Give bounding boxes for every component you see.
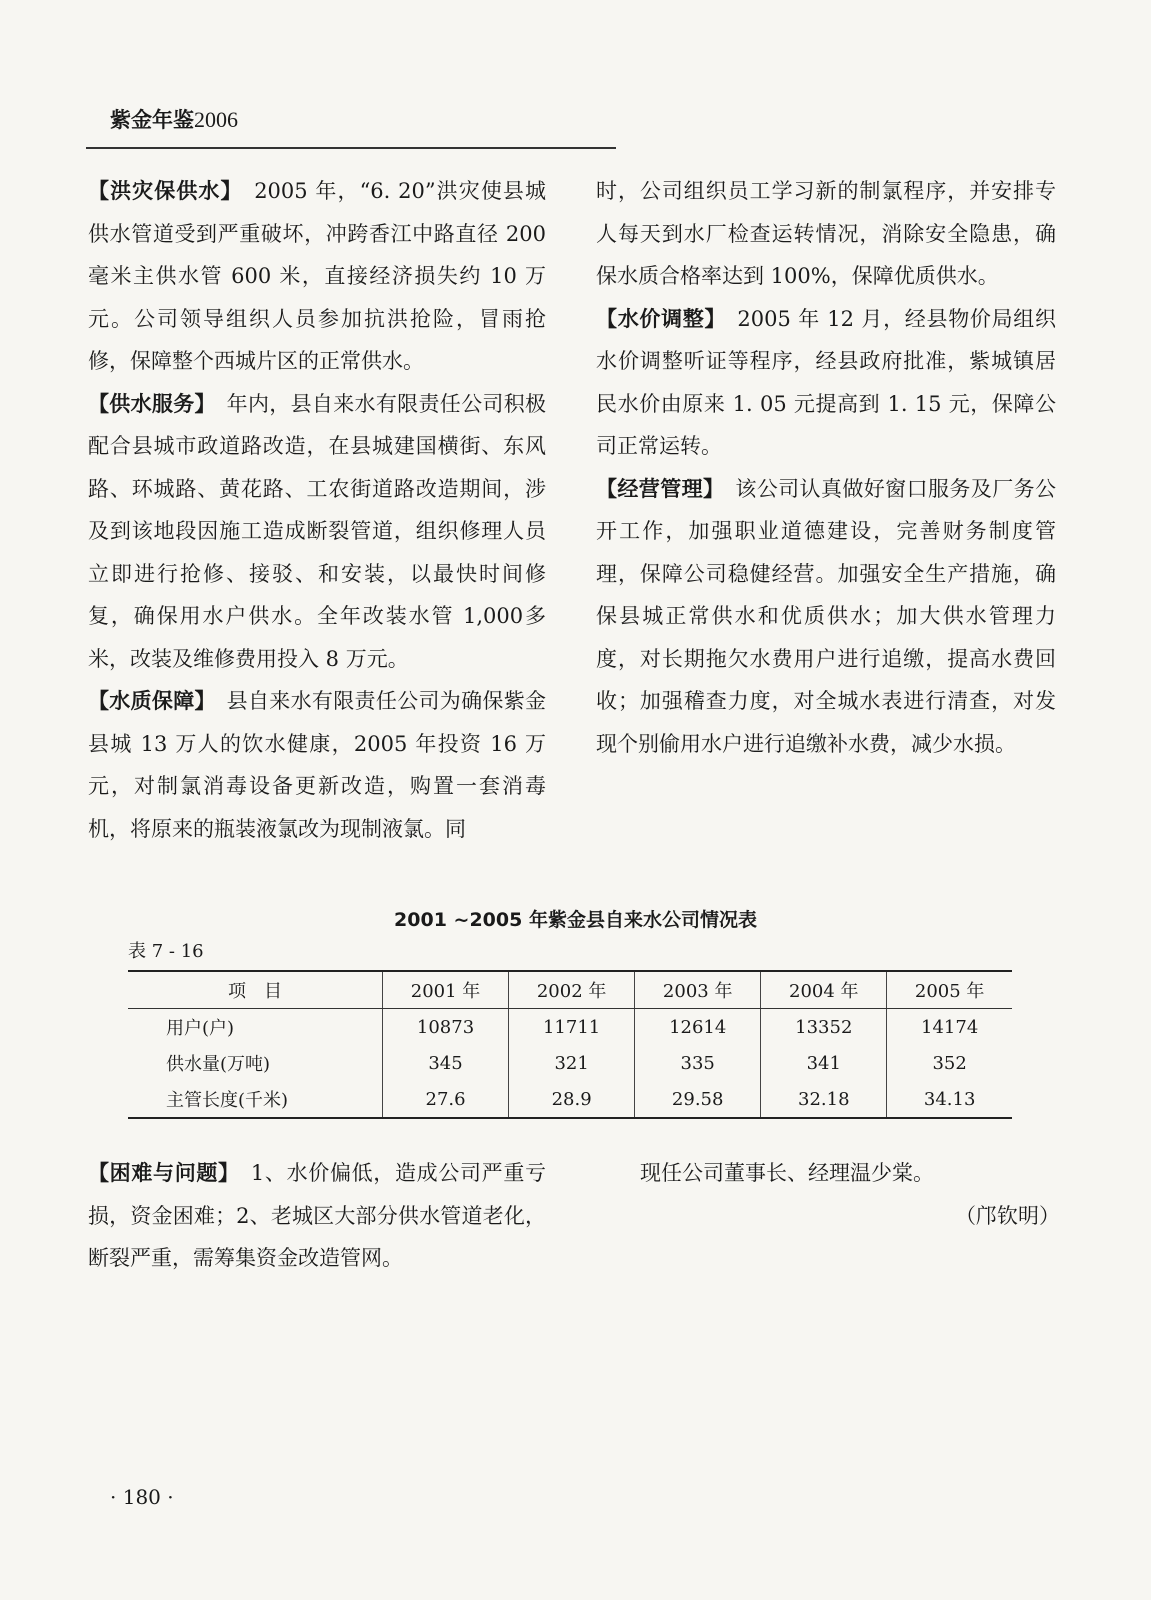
table-cell: 10873 xyxy=(383,1009,509,1046)
keyword: 【洪灾保供水】 xyxy=(88,179,233,203)
table-row xyxy=(128,1081,1012,1118)
table-cell: 352 xyxy=(887,1045,1012,1081)
table-row xyxy=(128,1009,1012,1046)
table-header-row xyxy=(128,971,1012,1009)
table-row xyxy=(128,1045,1012,1081)
page-number: · 180 · xyxy=(110,1485,174,1509)
table-cell: 32.18 xyxy=(761,1081,887,1118)
row-label: 供水量(万吨) xyxy=(166,1054,271,1075)
author-credit: （邝钦明） xyxy=(955,1203,1060,1228)
table-cell: 341 xyxy=(761,1045,887,1081)
paragraph-text: 时，公司组织员工学习新的制氯程序，并安排专人每天到水厂检查运转情况，消除安全隐患，确保水质合格率达到 100%，保障优质供水。 xyxy=(596,179,1056,288)
row-label: 用户(户) xyxy=(166,1018,235,1039)
paragraph-text: 年内，县自来水有限责任公司积极配合县城市政道路改造，在县城建国横街、东风路、环城路、黄花路、工农街道路改造期间，涉及到该地段因施工造成断裂管道，组织修理人员立即进行抢修、接驳、和安装，以最快时间修复，确保用水户供水。全年改装水管 1,000多米，改装及维修费用投入 8 万元。 xyxy=(88,391,547,671)
table-header-cell: 2004 年 xyxy=(761,971,887,1009)
book-title: 紫金年鉴 xyxy=(110,108,194,132)
table-header-cell: 2005 年 xyxy=(887,971,1012,1009)
book-year: 2006 xyxy=(194,107,238,132)
table-cell: 29.58 xyxy=(635,1081,761,1118)
table-header-cell: 项 目 xyxy=(128,971,383,1009)
left-column xyxy=(88,170,546,850)
paragraph-problems xyxy=(88,1152,546,1280)
table-header-cell: 2003 年 xyxy=(635,971,761,1009)
keyword: 【水价调整】 xyxy=(596,306,716,331)
table-cell: 14174 xyxy=(887,1009,1012,1046)
data-table xyxy=(128,970,1012,1119)
paragraph-text: 2005 年，“6. 20”洪灾使县城供水管道受到严重破坏，冲跨香江中路直径 200 毫米主供水管 600 米，直接经济损失约 10 万元。公司领导组织人员参加抗洪抢险，冒雨抢修，保障整个西城片区的正常供水。 xyxy=(88,179,546,373)
table-number: 表 7 - 16 xyxy=(128,941,204,962)
table-cell: 345 xyxy=(383,1045,509,1081)
paragraph-text: 县自来水有限责任公司为确保紫金县城 13 万人的饮水健康，2005 年投资 16 万元，对制氯消毒设备更新改造，购置一套消毒机，将原来的瓶装液氯改为现制液氯。同 xyxy=(88,689,547,841)
header-rule xyxy=(86,147,616,149)
table-cell: 27.6 xyxy=(383,1081,509,1118)
bottom-right-column xyxy=(640,1152,1060,1237)
paragraph-quality xyxy=(88,680,546,850)
table-header-cell: 2002 年 xyxy=(509,971,635,1009)
table-cell: 321 xyxy=(509,1045,635,1081)
paragraph-quality-cont xyxy=(596,170,1056,298)
paragraph-price xyxy=(596,298,1056,468)
keyword: 【供水服务】 xyxy=(88,391,206,416)
paragraph-leader: 现任公司董事长、经理温少棠。 xyxy=(640,1161,934,1185)
bottom-left-column xyxy=(88,1152,546,1280)
running-header xyxy=(110,104,238,134)
paragraph-management xyxy=(596,468,1056,766)
table-title: 2001 ~2005 年紫金县自来水公司情况表 xyxy=(394,909,757,931)
paragraph-service xyxy=(88,383,546,681)
table-cell: 13352 xyxy=(761,1009,887,1046)
right-column xyxy=(596,170,1056,765)
keyword: 【困难与问题】 xyxy=(88,1161,230,1185)
table-cell: 34.13 xyxy=(887,1081,1012,1118)
paragraph-text: 该公司认真做好窗口服务及厂务公开工作，加强职业道德建设，完善财务制度管理，保障公司稳健经营。加强安全生产措施，确保县城正常供水和优质供水；加大供水管理力度，对长期拖欠水费用户进行追缴，提高水费回收；加强稽查力度，对全城水表进行清查，对发现个别偷用水户进行追缴补水费，减少水损。 xyxy=(596,476,1057,756)
table-cell: 335 xyxy=(635,1045,761,1081)
row-label: 主管长度(千米) xyxy=(166,1090,289,1111)
keyword: 【水质保障】 xyxy=(88,689,206,713)
paragraph-flood xyxy=(88,170,546,383)
paragraph-text: 1、水价偏低，造成公司严重亏损，资金困难；2、老城区大部分供水管道老化，断裂严重，需筹集资金改造管网。 xyxy=(88,1161,546,1270)
paragraph-text: 2005 年 12 月，经县物价局组织水价调整听证等程序，经县政府批准，紫城镇居民水价由原来 1. 05 元提高到 1. 15 元，保障公司正常运转。 xyxy=(596,306,1056,458)
table-cell: 11711 xyxy=(509,1009,635,1046)
table-cell: 12614 xyxy=(635,1009,761,1046)
table-cell: 28.9 xyxy=(509,1081,635,1118)
keyword: 【经营管理】 xyxy=(596,476,714,501)
table-header-cell: 2001 年 xyxy=(383,971,509,1009)
